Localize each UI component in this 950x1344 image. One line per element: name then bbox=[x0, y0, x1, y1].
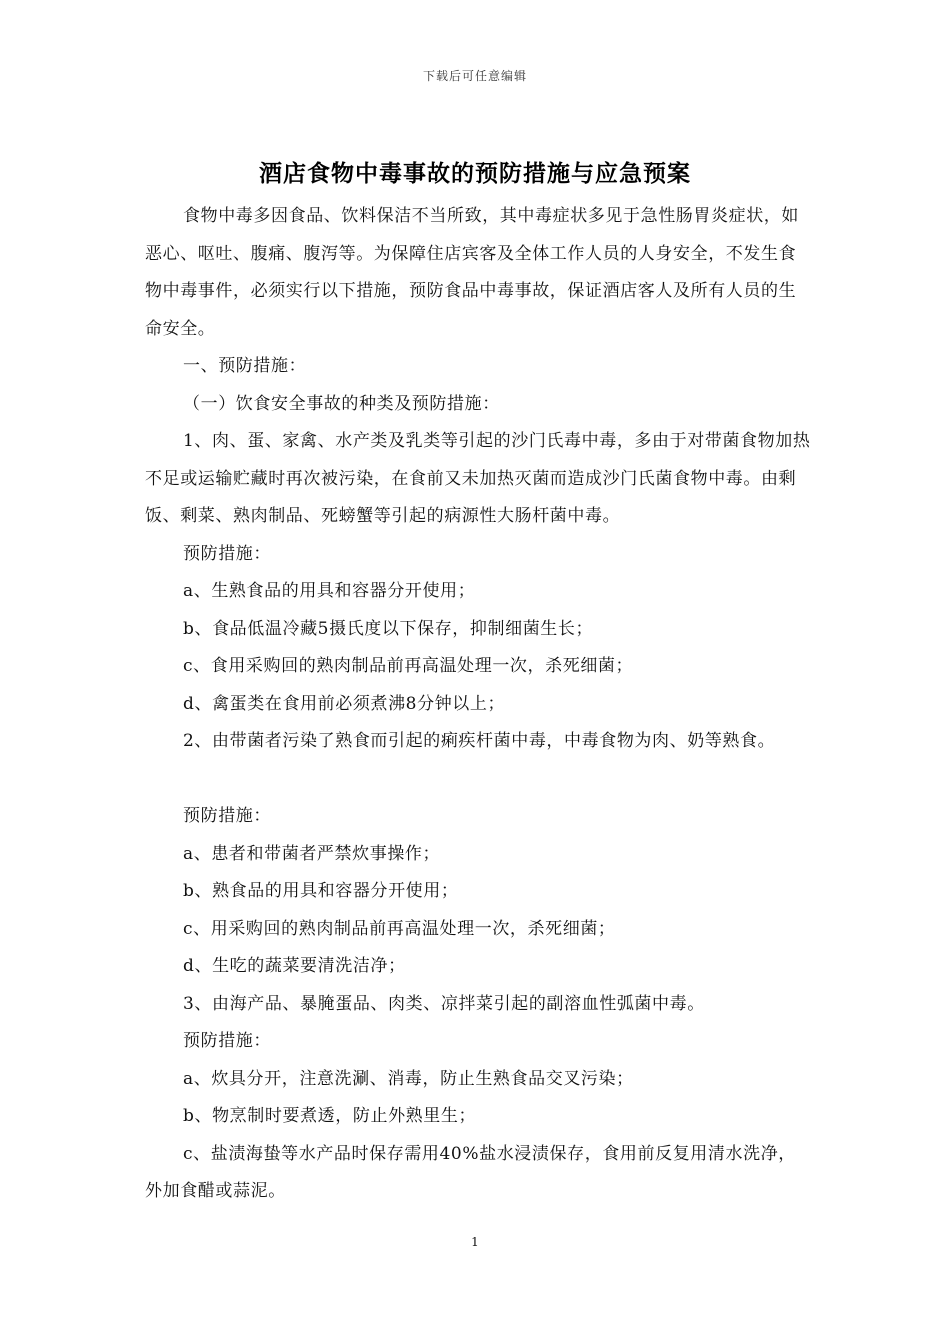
measures-label: 预防措施： bbox=[183, 543, 271, 564]
measure-item: d、禽蛋类在食用前必须煮沸8分钟以上； bbox=[183, 693, 506, 714]
measure-item: a、炊具分开，注意洗涮、消毒，防止生熟食品交叉污染； bbox=[183, 1068, 634, 1089]
measure-item: b、食品低温冷藏5摄氏度以下保存，抑制细菌生长； bbox=[183, 618, 594, 639]
section-heading: 一、预防措施： bbox=[183, 356, 307, 376]
measures-label: 预防措施： bbox=[183, 1031, 271, 1051]
intro-paragraph: 食物中毒多因食品、饮料保洁不当所致，其中毒症状多见于急性肠胃炎症状，如恶心、呕吐、腹痛、腹泻等。为保障住店宾客及全体工作人员的人身安全，不发生食物中毒事件，必须实行以下措施，预防食品中毒事故，保证酒店客人及所有人员的生命安全。 bbox=[145, 206, 799, 339]
item-paragraph: 1、肉、蛋、家禽、水产类及乳类等引起的沙门氏毒中毒，多由于对带菌食物加热不足或运输贮藏时再次被污染，在食前又未加热灭菌而造成沙门氏菌食物中毒。由剩饭、剩菜、熟肉制品、死螃蟹等引起的病源性大肠杆菌中毒。 bbox=[145, 431, 811, 526]
document-body bbox=[145, 198, 813, 1211]
measure-item: c、食用采购回的熟肉制品前再高温处理一次，杀死细菌； bbox=[183, 656, 634, 676]
measures-label: 预防措施： bbox=[183, 806, 271, 826]
measure-item: a、患者和带菌者严禁炊事操作； bbox=[183, 843, 441, 864]
header-note: 下载后可任意编辑 bbox=[422, 69, 527, 83]
measure-item: b、熟食品的用具和容器分开使用； bbox=[183, 881, 459, 901]
blank-line bbox=[145, 761, 813, 799]
measure-item: c、盐渍海蛰等水产品时保存需用40%盐水浸渍保存，食用前反复用清水洗净，外加食醋或蒜泥。 bbox=[145, 1143, 796, 1201]
subsection-heading: （一）饮食安全事故的种类及预防措施： bbox=[183, 393, 500, 414]
measure-item: c、用采购回的熟肉制品前再高温处理一次，杀死细菌； bbox=[183, 918, 616, 939]
measure-item: b、物烹制时要煮透，防止外熟里生； bbox=[183, 1106, 477, 1126]
document-title: 酒店食物中毒事故的预防措施与应急预案 bbox=[259, 160, 691, 187]
measure-item: a、生熟食品的用具和容器分开使用； bbox=[183, 581, 476, 601]
item-paragraph: 2、由带菌者污染了熟食而引起的痢疾杆菌中毒，中毒食物为肉、奶等熟食。 bbox=[183, 731, 776, 751]
item-paragraph: 3、由海产品、暴腌蛋品、肉类、凉拌菜引起的副溶血性弧菌中毒。 bbox=[183, 993, 705, 1014]
measure-item: d、生吃的蔬菜要清洗洁净； bbox=[183, 956, 406, 976]
page-number: 1 bbox=[471, 1235, 479, 1249]
